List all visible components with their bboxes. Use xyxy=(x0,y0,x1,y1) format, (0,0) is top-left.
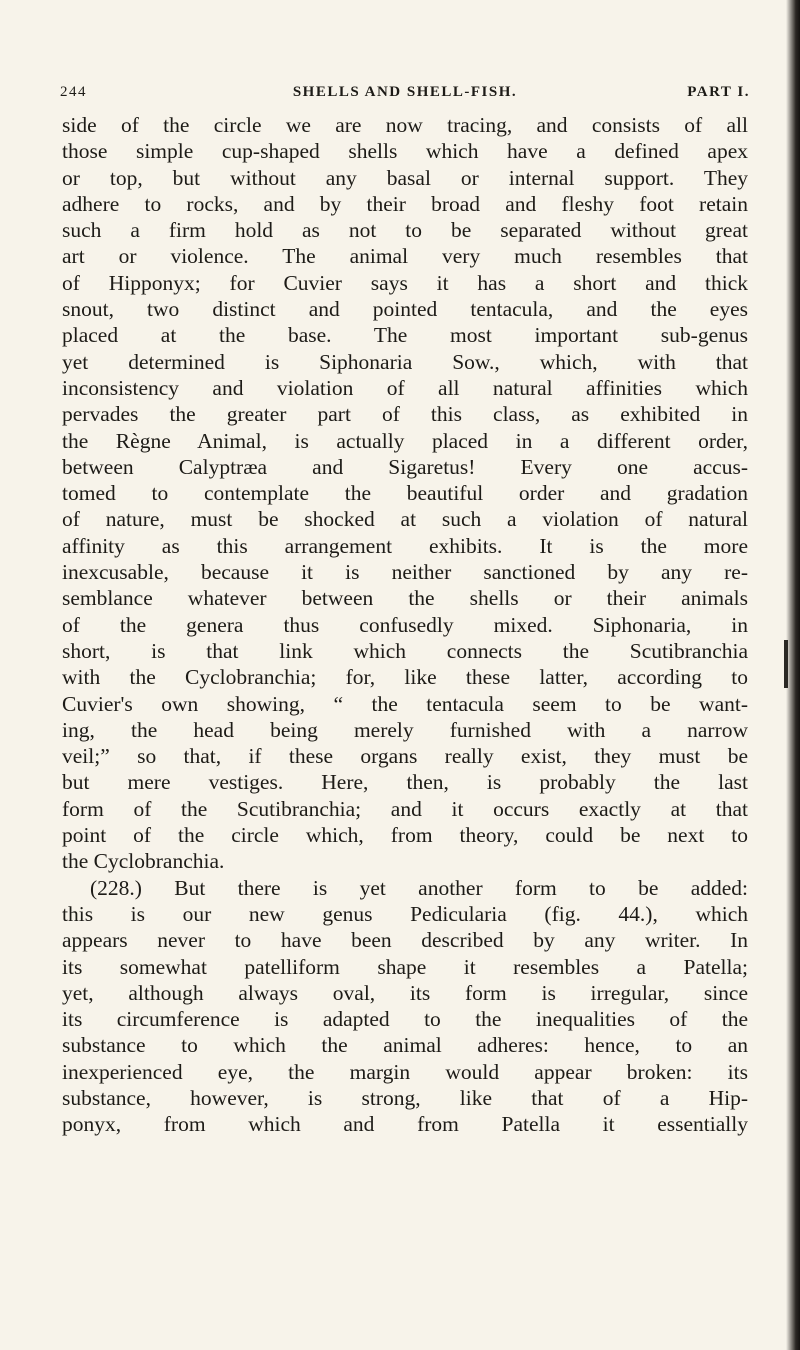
text-line: appears never to have been described by any writer. In xyxy=(62,928,748,953)
text-line: its somewhat patelliform shape it resembles a Patella; xyxy=(62,954,748,979)
text-line: of nature, must be shocked at such a violation of natural xyxy=(62,507,748,532)
text-line: this is our new genus Pedicularia (fig. 44.), which xyxy=(62,901,748,926)
text-line: substance, however, is strong, like that of a Hip- xyxy=(62,1085,748,1110)
text-line: with the Cyclobranchia; for, like these latter, according to xyxy=(62,665,748,690)
text-line: substance to which the animal adheres: hence, to an xyxy=(62,1033,748,1058)
text-line: the Cyclobranchia. xyxy=(62,849,225,874)
text-line: semblance whatever between the shells or their animals xyxy=(62,586,748,611)
text-line: inexperienced eye, the margin would appear broken: its xyxy=(62,1059,748,1084)
text-line: ing, the head being merely furnished with a narrow xyxy=(62,717,748,742)
text-line: those simple cup-shaped shells which have a defined apex xyxy=(62,139,748,164)
running-title: SHELLS AND SHELL-FISH. xyxy=(292,84,518,100)
text-line: side of the circle we are now tracing, and consists of all xyxy=(62,113,748,137)
text-line: inconsistency and violation of all natural affinities which xyxy=(62,375,748,400)
text-line: pervades the greater part of this class, as exhibited in xyxy=(62,402,748,427)
text-line: such a firm hold as not to be separated without great xyxy=(62,218,748,243)
text-line: of Hipponyx; for Cuvier says it has a short and thick xyxy=(62,270,748,295)
text-line: the Règne Animal, is actually placed in a different order, xyxy=(62,428,748,453)
page-number: 244 xyxy=(60,84,87,100)
text-line: yet, although always oval, its form is irregular, since xyxy=(62,980,748,1005)
text-line: its circumference is adapted to the inequalities of the xyxy=(62,1007,748,1032)
text-line: yet determined is Siphonaria Sow., which, with that xyxy=(62,349,748,374)
page-edge-mark xyxy=(784,640,788,688)
paragraph-start-line: (228.) But there is yet another form to be added: xyxy=(90,875,748,900)
text-line: placed at the base. The most important sub-genus xyxy=(62,323,748,348)
page-edge-shadow xyxy=(786,0,800,1350)
text-line: form of the Scutibranchia; and it occurs exactly at that xyxy=(62,796,748,821)
part-label: PART I. xyxy=(687,84,750,100)
running-header xyxy=(60,84,750,108)
text-line: point of the circle which, from theory, could be next to xyxy=(62,823,748,848)
text-line: veil;” so that, if these organs really exist, they must be xyxy=(62,744,748,769)
text-line: affinity as this arrangement exhibits. It is the more xyxy=(62,533,748,558)
body-text xyxy=(62,112,748,1138)
text-line: of the genera thus confusedly mixed. Siphonaria, in xyxy=(62,612,748,637)
text-line: snout, two distinct and pointed tentacula, and the eyes xyxy=(62,297,748,322)
text-line: art or violence. The animal very much resembles that xyxy=(62,244,748,269)
text-line: or top, but without any basal or internal support. They xyxy=(62,165,748,190)
text-line: inexcusable, because it is neither sanctioned by any re- xyxy=(62,560,748,585)
text-line: adhere to rocks, and by their broad and fleshy foot retain xyxy=(62,191,748,216)
text-line: short, is that link which connects the Scutibranchia xyxy=(62,638,748,663)
text-line: Cuvier's own showing, “ the tentacula seem to be want- xyxy=(62,691,748,716)
text-line: between Calyptræa and Sigaretus! Every one accus- xyxy=(62,454,748,479)
text-line: tomed to contemplate the beautiful order and gradation xyxy=(62,481,748,506)
text-line: ponyx, from which and from Patella it essentially xyxy=(62,1112,748,1137)
text-line: but mere vestiges. Here, then, is probably the last xyxy=(62,770,748,795)
